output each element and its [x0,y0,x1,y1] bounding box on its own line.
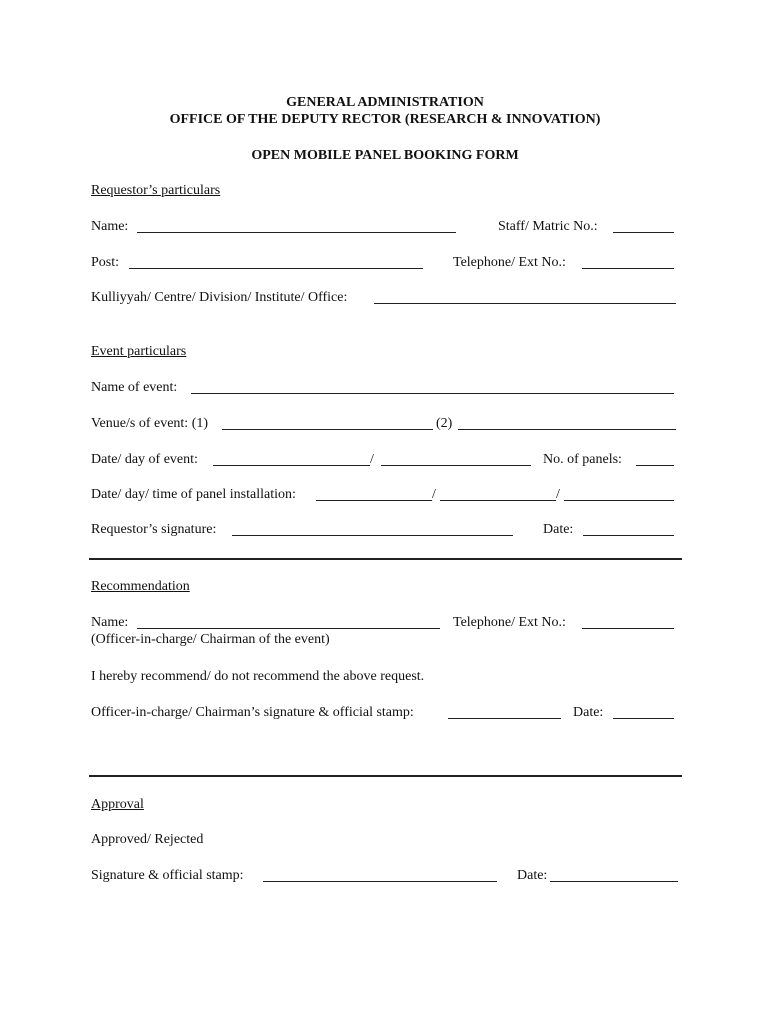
recommender-name-label: Name: [91,615,129,630]
form-title: OPEN MOBILE PANEL BOOKING FORM [251,148,519,163]
kulliyyah-field[interactable] [374,303,676,304]
panels-field[interactable] [636,465,674,466]
section-title-requestor: Requestor’s particulars [91,183,221,198]
venue-label: Venue/s of event: (1) [91,416,209,431]
event-name-label: Name of event: [91,380,178,395]
approval-status: Approved/ Rejected [91,832,204,847]
section-title-event: Event particulars [91,344,187,359]
installation-time-field[interactable] [564,500,674,501]
slash-separator: / [432,487,436,502]
requestor-name-field[interactable] [137,232,456,233]
staff-matric-label: Staff/ Matric No.: [498,219,598,234]
panels-label: No. of panels: [543,452,622,467]
header-line-2: OFFICE OF THE DEPUTY RECTOR (RESEARCH & INNOVATION) [169,112,601,127]
kulliyyah-label: Kulliyyah/ Centre/ Division/ Institute/ Office: [91,290,348,305]
venue-1-field[interactable] [222,429,433,430]
requestor-name-label: Name: [91,219,129,234]
approval-signature-label: Signature & official stamp: [91,868,244,883]
requestor-post-field[interactable] [129,268,423,269]
event-name-field[interactable] [191,393,674,394]
officer-date-label: Date: [573,705,604,720]
officer-signature-label: Officer-in-charge/ Chairman’s signature & official stamp: [91,705,414,720]
recommender-telephone-field[interactable] [582,628,674,629]
event-day-field[interactable] [381,465,531,466]
officer-date-field[interactable] [613,718,674,719]
recommender-telephone-label: Telephone/ Ext No.: [453,615,566,630]
installation-label: Date/ day/ time of panel installation: [91,487,296,502]
approval-date-field[interactable] [550,881,678,882]
officer-signature-field[interactable] [448,718,561,719]
approval-signature-field[interactable] [263,881,497,882]
requestor-date-label: Date: [543,522,574,537]
section-divider [89,558,682,560]
event-date-label: Date/ day of event: [91,452,198,467]
installation-date-field[interactable] [316,500,432,501]
slash-separator: / [370,452,374,467]
requestor-signature-field[interactable] [232,535,513,536]
header-line-1: GENERAL ADMINISTRATION [286,95,484,110]
section-title-approval: Approval [91,797,144,812]
installation-day-field[interactable] [440,500,556,501]
venue-2-label: (2) [436,416,453,431]
approval-date-label: Date: [517,868,548,883]
recommendation-statement: I hereby recommend/ do not recommend the above request. [91,669,425,684]
requestor-date-field[interactable] [583,535,674,536]
requestor-telephone-field[interactable] [582,268,674,269]
event-date-field[interactable] [213,465,370,466]
recommender-name-field[interactable] [137,628,440,629]
section-title-recommendation: Recommendation [91,579,190,594]
slash-separator: / [556,487,560,502]
staff-matric-field[interactable] [613,232,674,233]
requestor-post-label: Post: [91,255,120,270]
requestor-signature-label: Requestor’s signature: [91,522,217,537]
section-divider [89,775,682,777]
requestor-telephone-label: Telephone/ Ext No.: [453,255,566,270]
venue-2-field[interactable] [458,429,676,430]
officer-note: (Officer-in-charge/ Chairman of the event) [91,632,330,647]
